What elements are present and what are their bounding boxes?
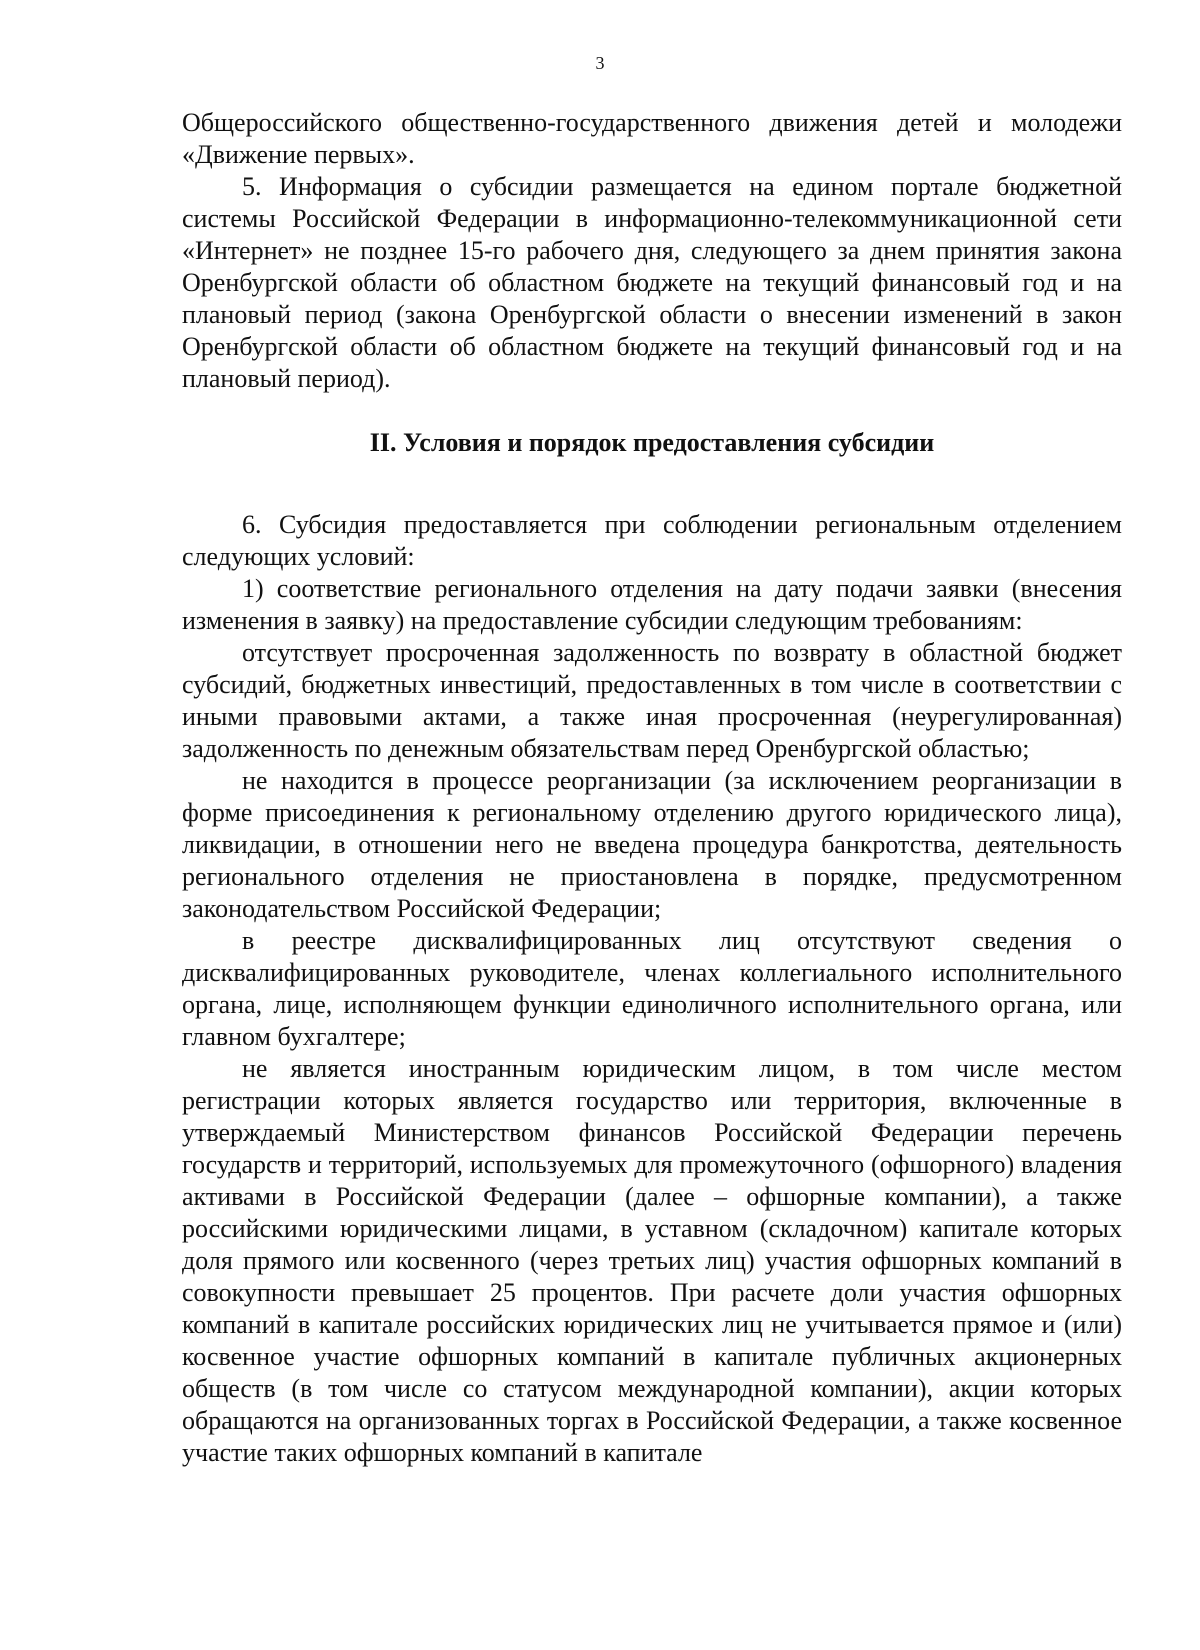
paragraph-subitem-1: 1) соответствие регионального отделения на дату подачи заявки (внесения изменения в заявку) на предоставление субсидии следующим требованиям:: [182, 574, 1122, 635]
paragraph-item-5: 5. Информация о субсидии размещается на едином портале бюджетной системы Российской Федерации в информационно-телекоммуникационной сети «Интернет» не позднее 15-го рабочего дня, следующего за днем принятия закона Оренбургской области об областном бюджете на текущий финансовый год и на плановый период (закона Оренбургской области о внесении изменений в закон Оренбургской области об областном бюджете на текущий финансовый год и на плановый период).: [182, 172, 1122, 393]
page-number: 3: [595, 53, 605, 73]
section-heading: II. Условия и порядок предоставления субсидии: [369, 428, 935, 457]
paragraph-item-6: 6. Субсидия предоставляется при соблюдении региональным отделением следующих условий:: [182, 510, 1122, 571]
paragraph-requirement-foreign-entity: не является иностранным юридическим лицом, в том числе местом регистрации которых является государство или территория, включенные в утверждаемый Министерством финансов Российской Федерации перечень государств и территорий, используемых для промежуточного (офшорного) владения активами в Российской Федерации (далее – офшорные компании), а также российскими юридическими лицами, в уставном (складочном) капитале которых доля прямого или косвенного (через третьих лиц) участия офшорных компаний в совокупности превышает 25 процентов. При расчете доли участия офшорных компаний в капитале российских юридических лиц не учитывается прямое и (или) косвенное участие офшорных компаний в капитале публичных акционерных обществ (в том числе со статусом международной компании), акции которых обращаются на организованных торгах в Российской Федерации, а также косвенное участие таких офшорных компаний в капитале: [182, 1054, 1122, 1467]
paragraph-intro-continuation: Общероссийского общественно-государственного движения детей и молодежи «Движение первых».: [182, 108, 1122, 169]
paragraph-requirement-reorganization: не находится в процессе реорганизации (за исключением реорганизации в форме присоединения к региональному отделению другого юридического лица), ликвидации, в отношении него не введена процедура банкротства, деятельность регионального отделения не приостановлена в порядке, предусмотренном законодательством Российской Федерации;: [182, 766, 1122, 923]
paragraph-requirement-debt: отсутствует просроченная задолженность по возврату в областной бюджет субсидий, бюджетных инвестиций, предоставленных в том числе в соответствии с иными правовыми актами, а также иная просроченная (неурегулированная) задолженность по денежным обязательствам перед Оренбургской областью;: [182, 638, 1122, 763]
document-body: [182, 107, 1122, 1469]
paragraph-requirement-disqualified: в реестре дисквалифицированных лиц отсутствуют сведения о дисквалифицированных руководителе, членах коллегиального исполнительного органа, лице, исполняющем функции единоличного исполнительного органа, или главном бухгалтере;: [182, 926, 1122, 1051]
